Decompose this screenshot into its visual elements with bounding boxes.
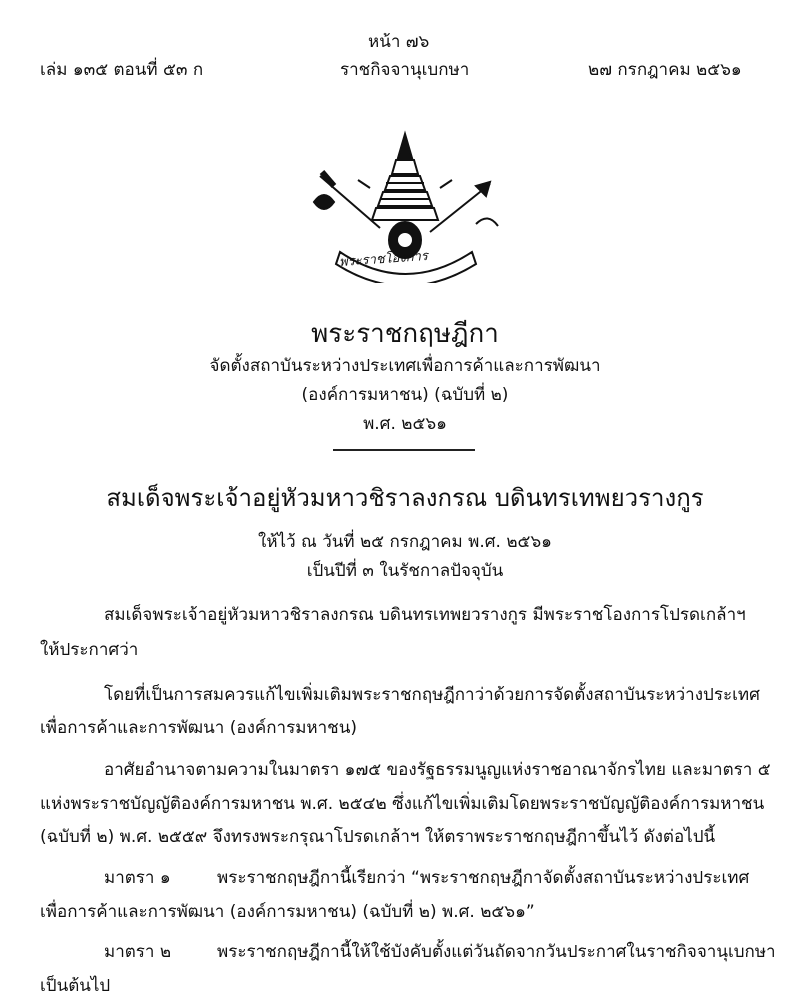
page-number: หน้า ๗๖ [368, 32, 430, 52]
para-2-line-2: เพื่อการค้าและการพัฒนา (องค์การมหาชน) [40, 718, 357, 738]
volume-info: เล่ม ๑๓๕ ตอนที่ ๕๓ ก [40, 60, 204, 80]
emblem-ribbon-text: พระราชโองการ [338, 248, 429, 271]
para-3-line-2: แห่งพระราชบัญญัติองค์การมหาชน พ.ศ. ๒๕๔๒ ซึ่งแก้ไขเพิ่มเติมโดยพระราชบัญญัติองค์การมหาชน [40, 794, 765, 814]
section-1-line-2: เพื่อการค้าและการพัฒนา (องค์การมหาชน) (ฉบับที่ ๒) พ.ศ. ๒๕๖๑” [40, 902, 535, 922]
publication-date: ๒๗ กรกฎาคม ๒๕๖๑ [588, 60, 742, 80]
para-1-line-2: ให้ประกาศว่า [40, 640, 139, 660]
decree-subtitle-line1: จัดตั้งสถาบันระหว่างประเทศเพื่อการค้าและการพัฒนา [209, 356, 601, 376]
decree-year: พ.ศ. ๒๕๖๑ [363, 414, 447, 434]
king-name: สมเด็จพระเจ้าอยู่หัวมหาวชิราลงกรณ บดินทรเทพยวรางกูร [106, 484, 704, 512]
section-2-line-1: พระราชกฤษฎีกานี้ให้ใช้บังคับตั้งแต่วันถัดจากวันประกาศในราชกิจจานุเบกษา [217, 942, 776, 962]
section-2-line-2: เป็นต้นไป [40, 976, 111, 996]
decree-subtitle-line2: (องค์การมหาชน) (ฉบับที่ ๒) [301, 385, 509, 405]
para-3-line-1: อาศัยอำนาจตามความในมาตรา ๑๗๕ ของรัฐธรรมนูญแห่งราชอาณาจักรไทย และมาตรา ๕ [104, 760, 771, 780]
reign-year: เป็นปีที่ ๓ ในรัชกาลปัจจุบัน [306, 561, 504, 581]
decree-title: พระราชกฤษฎีกา [311, 319, 499, 349]
given-date: ให้ไว้ ณ วันที่ ๒๕ กรกฎาคม พ.ศ. ๒๕๖๑ [258, 532, 552, 552]
title-divider [333, 449, 475, 451]
para-2-line-1: โดยที่เป็นการสมควรแก้ไขเพิ่มเติมพระราชกฤษฎีกาว่าด้วยการจัดตั้งสถาบันระหว่างประเทศ [104, 685, 760, 705]
para-1-line-1: สมเด็จพระเจ้าอยู่หัวมหาวชิราลงกรณ บดินทรเทพยวรางกูร มีพระราชโองการโปรดเกล้าฯ [104, 605, 746, 625]
gazette-name: ราชกิจจานุเบกษา [340, 60, 470, 80]
section-1-label: มาตรา ๑ [104, 868, 171, 888]
section-2-label: มาตรา ๒ [104, 942, 172, 962]
para-3-line-3: (ฉบับที่ ๒) พ.ศ. ๒๕๕๙ จึงทรงพระกรุณาโปรดเกล้าฯ ให้ตราพระราชกฤษฎีกาขึ้นไว้ ดังต่อไปนี้ [40, 827, 716, 847]
section-1-line-1: พระราชกฤษฎีกานี้เรียกว่า “พระราชกฤษฎีกาจัดตั้งสถาบันระหว่างประเทศ [217, 868, 750, 888]
